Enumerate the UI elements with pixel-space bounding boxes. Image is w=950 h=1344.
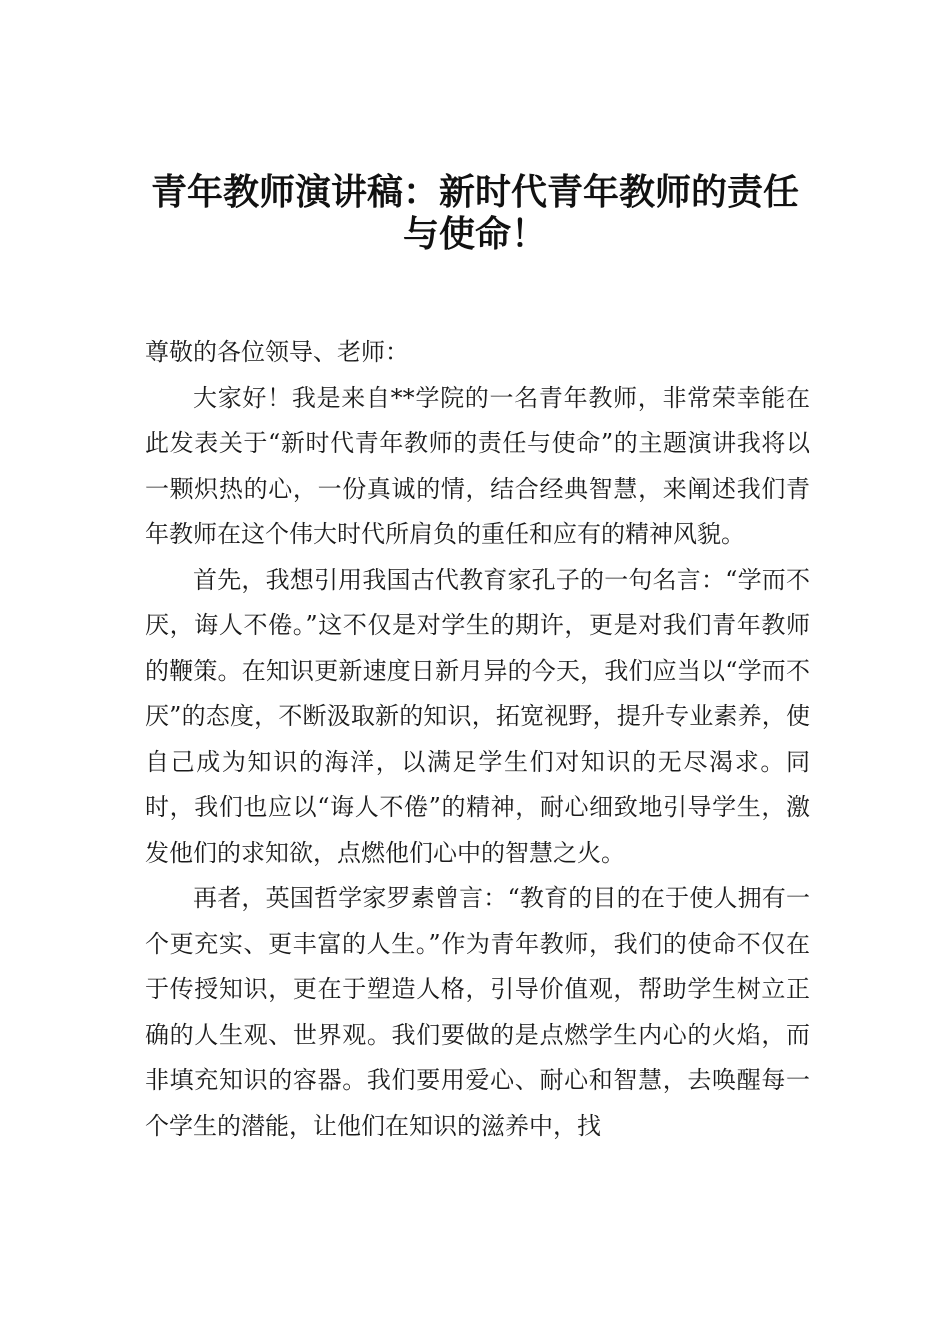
document-body: [145, 330, 810, 1149]
salutation: 尊敬的各位领导、老师：: [145, 338, 409, 366]
paragraph-intro: 大家好！我是来自**学院的一名青年教师，非常荣幸能在此发表关于“新时代青年教师的责任与使命”的主题演讲我将以一颗炽热的心，一份真诚的情，结合经典智慧，来阐述我们青年教师在这个伟大时代所肩负的重任和应有的精神风貌。: [145, 383, 810, 548]
document-title-line-1: 青年教师演讲稿：新时代青年教师的责任: [150, 171, 799, 213]
paragraph-confucius: 首先，我想引用我国古代教育家孔子的一句名言：“学而不厌，诲人不倦。”这不仅是对学生的期许，更是对我们青年教师的鞭策。在知识更新速度日新月异的今天，我们应当以“学而不厌”的态度，不断汲取新的知识，拓宽视野，提升专业素养，使自己成为知识的海洋，以满足学生们对知识的无尽渴求。同时，我们也应以“诲人不倦”的精神，耐心细致地引导学生，激发他们的求知欲，点燃他们心中的智慧之火。: [145, 565, 810, 867]
document-title-line-2: 与使命！: [402, 213, 547, 255]
paragraph-russell: 再者，英国哲学家罗素曾言：“教育的目的在于使人拥有一个更充实、更丰富的人生。”作为青年教师，我们的使命不仅在于传授知识，更在于塑造人格，引导价值观，帮助学生树立正确的人生观、世界观。我们要做的是点燃学生内心的火焰，而非填充知识的容器。我们要用爱心、耐心和智慧，去唤醒每一个学生的潜能，让他们在知识的滋养中，找: [145, 884, 810, 1140]
